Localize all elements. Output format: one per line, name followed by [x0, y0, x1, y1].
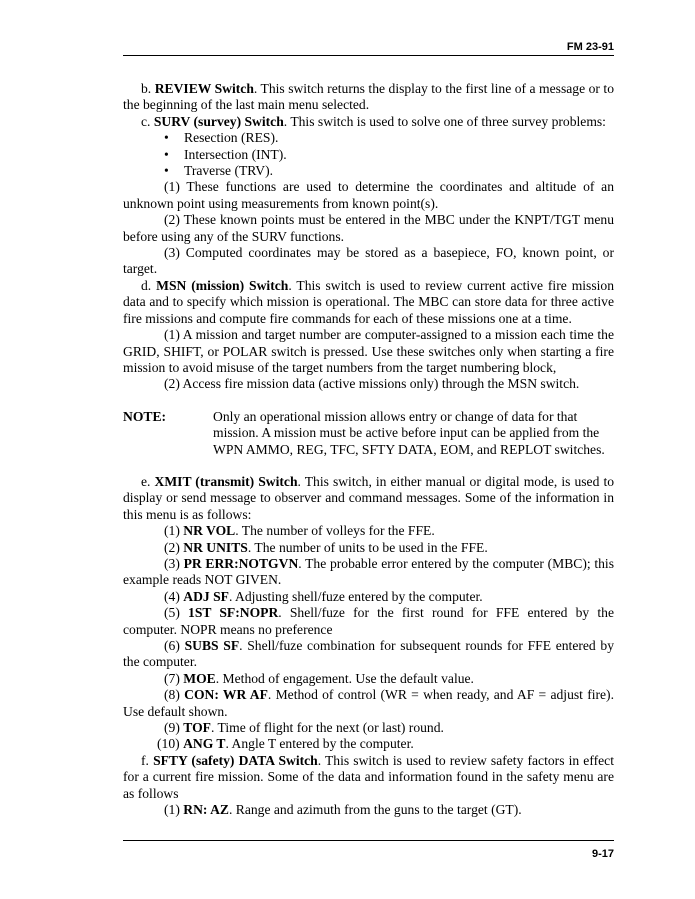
page-number: 9-17 [591, 848, 614, 860]
list-item: (1) NR VOL. The number of volleys for the FFE. [164, 523, 435, 539]
note-label: NOTE: [123, 408, 167, 424]
list-item: • Resection (RES). [161, 130, 614, 146]
note-block [123, 409, 614, 458]
review-title: REVIEW Switch [154, 81, 254, 96]
list-item: (5) 1ST SF:NOPR. Shell/fuze for the first round for FFE entered by the computer. NOPR means no preference [123, 605, 614, 637]
list-item: (9) TOF. Time of flight for the next (or last) round. [164, 720, 444, 736]
list-item: (3) PR ERR:NOTGVN. The probable error entered by the computer (MBC); this example reads NOT GIVEN. [123, 555, 614, 588]
list-item: (10) ANG T. Angle T entered by the computer. [157, 736, 414, 752]
list-item: • Intersection (INT). [161, 147, 614, 163]
page-body [123, 81, 614, 818]
sfty-title: SFTY (safety) DATA Switch [153, 752, 318, 768]
surv-title: SURV (survey) Switch [153, 113, 284, 129]
msn-title: MSN (mission) Switch [156, 277, 289, 293]
list-item: (1) RN: AZ. Range and azimuth from the guns to the target (GT). [164, 802, 522, 818]
surv-para-1: (1) These functions are used to determine the coordinates and altitude of an unknown point using measurements from known point(s). [123, 179, 614, 211]
page-footer [123, 840, 614, 860]
list-item: (6) SUBS SF. Shell/fuze combination for subsequent rounds for FFE entered by the computer. [123, 638, 614, 670]
list-item: (2) NR UNITS. The number of units to be used in the FFE. [164, 539, 488, 555]
document-id: FM 23-91 [566, 41, 614, 53]
page-header [123, 40, 614, 56]
msn-paragraph: d. MSN (mission) Switch. This switch is used to review current active fire mission data and to specify which mission is operational. The MBC can store data for three active fire missions and compute fire commands for each of these missions one at a time. [123, 277, 614, 326]
list-item: (8) CON: WR AF. Method of control (WR = when ready, and AF = adjust fire). Use default shown. [123, 687, 614, 719]
surv-para-3: (3) Computed coordinates may be stored as a basepiece, FO, known point, or target. [123, 245, 614, 277]
list-item: (7) MOE. Method of engagement. Use the default value. [164, 670, 474, 686]
note-text: Only an operational mission allows entry or change of data for that mission. A mission must be active before input can be applied from the WPN AMMO, REG, TFC, SFTY DATA, EOM, and REPLOT switches. [213, 408, 605, 457]
review-paragraph: b. REVIEW Switch. This switch returns the display to the first line of a message or to the beginning of the last main menu selected. [123, 81, 614, 113]
surv-paragraph: c. SURV (survey) Switch. This switch is used to solve one of three survey problems: [141, 113, 606, 129]
surv-para-2: (2) These known points must be entered in the MBC under the KNPT/TGT menu before using any of the SURV functions. [123, 212, 614, 244]
msn-para-1: (1) A mission and target number are computer-assigned to a mission each time the GRID, SHIFT, or POLAR switch is pressed. Use these switches only when starting a fire mission to avoid misuse of the target numbers from the target numbering block, [123, 327, 614, 375]
survey-bullet-list [123, 130, 614, 179]
xmit-paragraph: e. XMIT (transmit) Switch. This switch, in either manual or digital mode, is used to display or send message to observer and command messages. Some of the information in this menu is as follows: [123, 473, 615, 522]
sfty-paragraph: f. SFTY (safety) DATA Switch. This switch is used to review safety factors in effect for a current fire mission. Some of the data and information found in the safety menu are as follows [123, 752, 614, 801]
list-item: (4) ADJ SF. Adjusting shell/fuze entered by the computer. [164, 588, 483, 604]
list-item: • Traverse (TRV). [161, 163, 614, 179]
xmit-title: XMIT (transmit) Switch [154, 473, 298, 489]
msn-para-2: (2) Access fire mission data (active missions only) through the MSN switch. [164, 376, 580, 392]
